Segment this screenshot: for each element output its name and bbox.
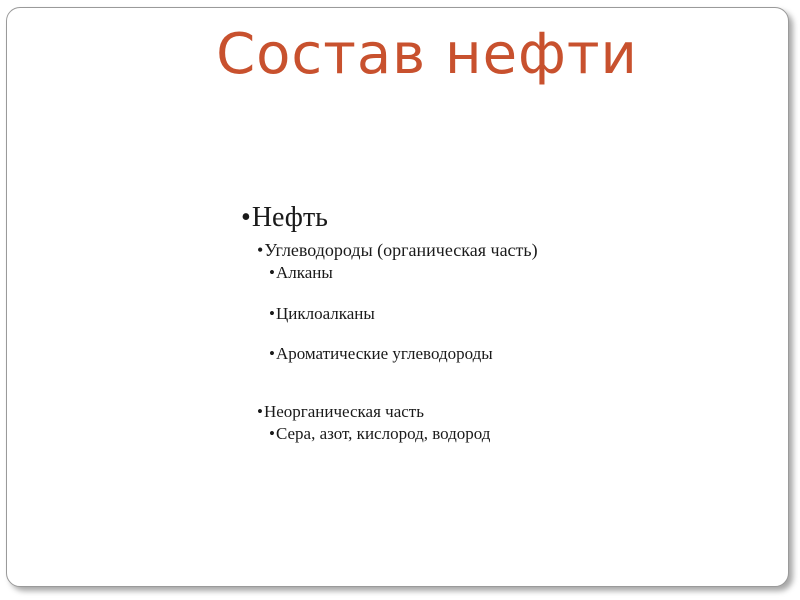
list-item-inorganic	[257, 402, 424, 422]
list-item-label: Сера, азот, кислород, водород	[275, 424, 491, 443]
list-item-hydrocarbons	[257, 240, 538, 261]
list-item-cycloalkanes	[269, 304, 375, 324]
bullet-icon: •	[269, 263, 275, 282]
list-item-aromatic	[269, 344, 493, 364]
slide-title: Состав нефти	[216, 22, 638, 87]
bullet-icon: •	[257, 402, 263, 421]
bullet-icon: •	[257, 240, 264, 260]
list-item-label: Ароматические углеводороды	[275, 344, 493, 363]
bullet-icon: •	[269, 344, 275, 363]
slide-frame	[6, 7, 789, 587]
list-item-elements	[269, 424, 490, 444]
list-item-oil	[241, 202, 328, 234]
list-item-label: Алканы	[275, 263, 333, 282]
list-item-label: Углеводороды (органическая часть)	[264, 240, 538, 260]
list-item-label: Неорганическая часть	[263, 402, 424, 421]
list-item-alkanes	[269, 263, 333, 283]
bullet-icon: •	[269, 304, 275, 323]
bullet-icon: •	[241, 202, 251, 233]
list-item-label: Нефть	[251, 202, 328, 233]
list-item-label: Циклоалканы	[275, 304, 375, 323]
bullet-icon: •	[269, 424, 275, 443]
